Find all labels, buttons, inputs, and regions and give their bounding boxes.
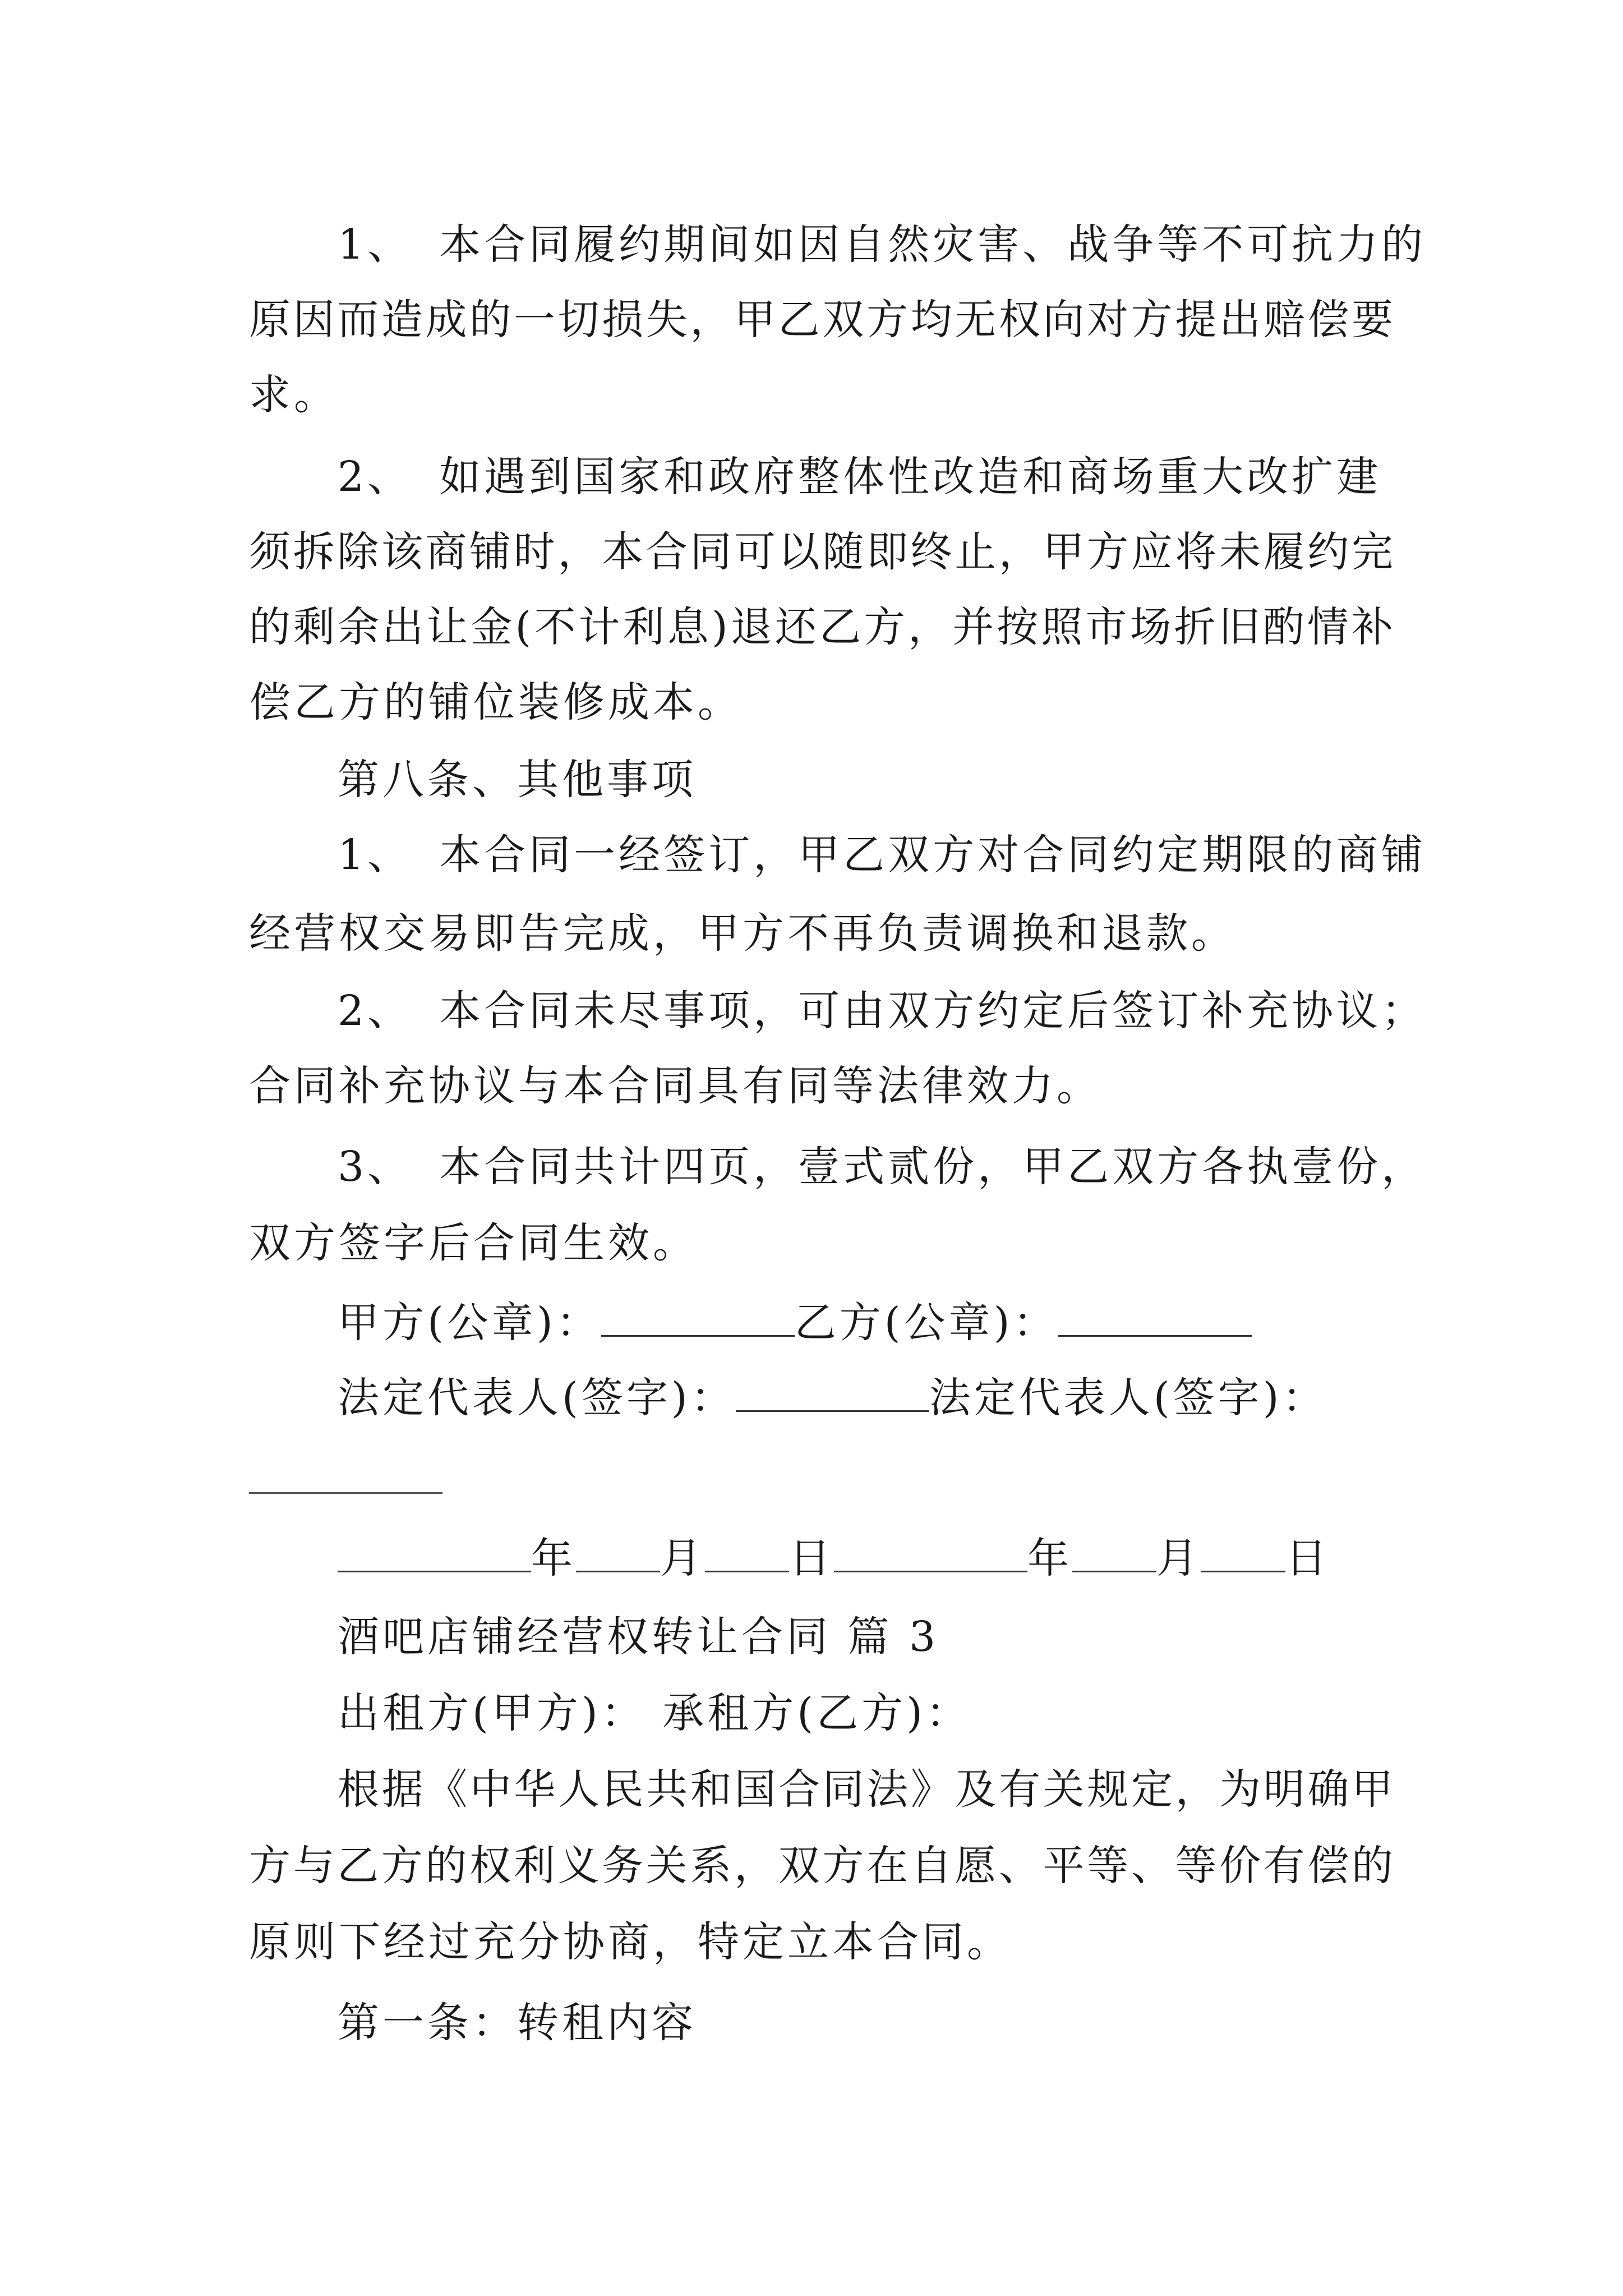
clause-number: 1、 — [338, 220, 413, 269]
day-blank — [705, 1535, 789, 1572]
clause-text: 本合同共计四页，壹式贰份，甲乙双方各执壹份， — [439, 1143, 1427, 1191]
paragraph-line: 偿乙方的铺位装修成本。 — [249, 678, 743, 726]
year-label: 年 — [1027, 1534, 1072, 1582]
paragraph-line: 方与乙方的权利义务关系，双方在自愿、平等、等价有偿的 — [249, 1842, 1393, 1890]
month-label: 月 — [1156, 1534, 1201, 1582]
legal-rep-a-label: 法定代表人(签字)： — [338, 1374, 736, 1422]
clause-text: 本合同履约期间如因自然灾害、战争等不可抗力的 — [439, 220, 1427, 269]
section-title: 酒吧店铺经营权转让合同 篇 3 — [338, 1613, 939, 1661]
paragraph-line: 合同补充协议与本合同具有同等法律效力。 — [249, 1062, 1101, 1110]
paragraph-line: 的剩余出让金(不计利息)退还乙方，并按照市场折旧酌情补 — [249, 603, 1393, 651]
clause-number: 2、 — [338, 987, 413, 1035]
paragraph-line: 根据《中华人民共和国合同法》及有关规定，为明确甲 — [338, 1765, 1393, 1814]
day-label: 日 — [1285, 1534, 1330, 1582]
year-blank — [834, 1535, 1027, 1572]
paragraph-line: 原因而造成的一切损失，甲乙双方均无权向对方提出赔偿要 — [249, 296, 1393, 344]
date-line — [338, 1530, 1330, 1586]
party-b-seal-label: 乙方(公章)： — [794, 1299, 1058, 1347]
parties-line: 出租方(甲方)： 承租方(乙方)： — [338, 1689, 971, 1737]
year-blank — [338, 1535, 531, 1572]
article-heading: 第一条：转租内容 — [338, 1999, 697, 2047]
clause-number: 3、 — [338, 1143, 413, 1191]
legal-rep-line — [338, 1370, 1327, 1426]
month-blank — [576, 1535, 660, 1572]
legal-rep-a-blank — [736, 1374, 929, 1412]
month-label: 月 — [660, 1534, 705, 1582]
clause-number: 1、 — [338, 831, 413, 879]
paragraph-line — [338, 827, 1426, 883]
clause-text: 本合同未尽事项，可由双方约定后签订补充协议； — [439, 987, 1427, 1035]
party-a-seal-blank — [601, 1299, 795, 1337]
paragraph-line — [338, 983, 1426, 1039]
paragraph-line: 经营权交易即告完成，甲方不再负责调换和退款。 — [249, 909, 1236, 958]
clause-text: 本合同一经签订，甲乙双方对合同约定期限的商铺 — [439, 831, 1427, 879]
month-blank — [1072, 1535, 1156, 1572]
paragraph-line: 双方签字后合同生效。 — [249, 1219, 698, 1267]
day-blank — [1201, 1535, 1285, 1572]
paragraph-line: 求。 — [249, 371, 339, 419]
article-heading: 第八条、其他事项 — [338, 756, 697, 804]
paragraph-line: 原则下经过充分协商，特定立本合同。 — [249, 1918, 1012, 1966]
day-label: 日 — [789, 1534, 834, 1582]
party-a-seal-label: 甲方(公章)： — [338, 1299, 601, 1347]
clause-text: 如遇到国家和政府整体性改造和商场重大改扩建 — [439, 453, 1382, 501]
seal-line — [338, 1295, 1252, 1351]
paragraph-line — [338, 217, 1426, 273]
party-b-seal-blank — [1058, 1299, 1252, 1337]
legal-rep-b-blank — [249, 1492, 442, 1494]
year-label: 年 — [531, 1534, 576, 1582]
legal-rep-b-label: 法定代表人(签字)： — [929, 1374, 1327, 1422]
paragraph-line: 须拆除该商铺时，本合同可以随即终止，甲方应将未履约完 — [249, 528, 1393, 576]
clause-number: 2、 — [338, 453, 413, 501]
paragraph-line — [338, 449, 1381, 505]
paragraph-line — [338, 1139, 1426, 1195]
